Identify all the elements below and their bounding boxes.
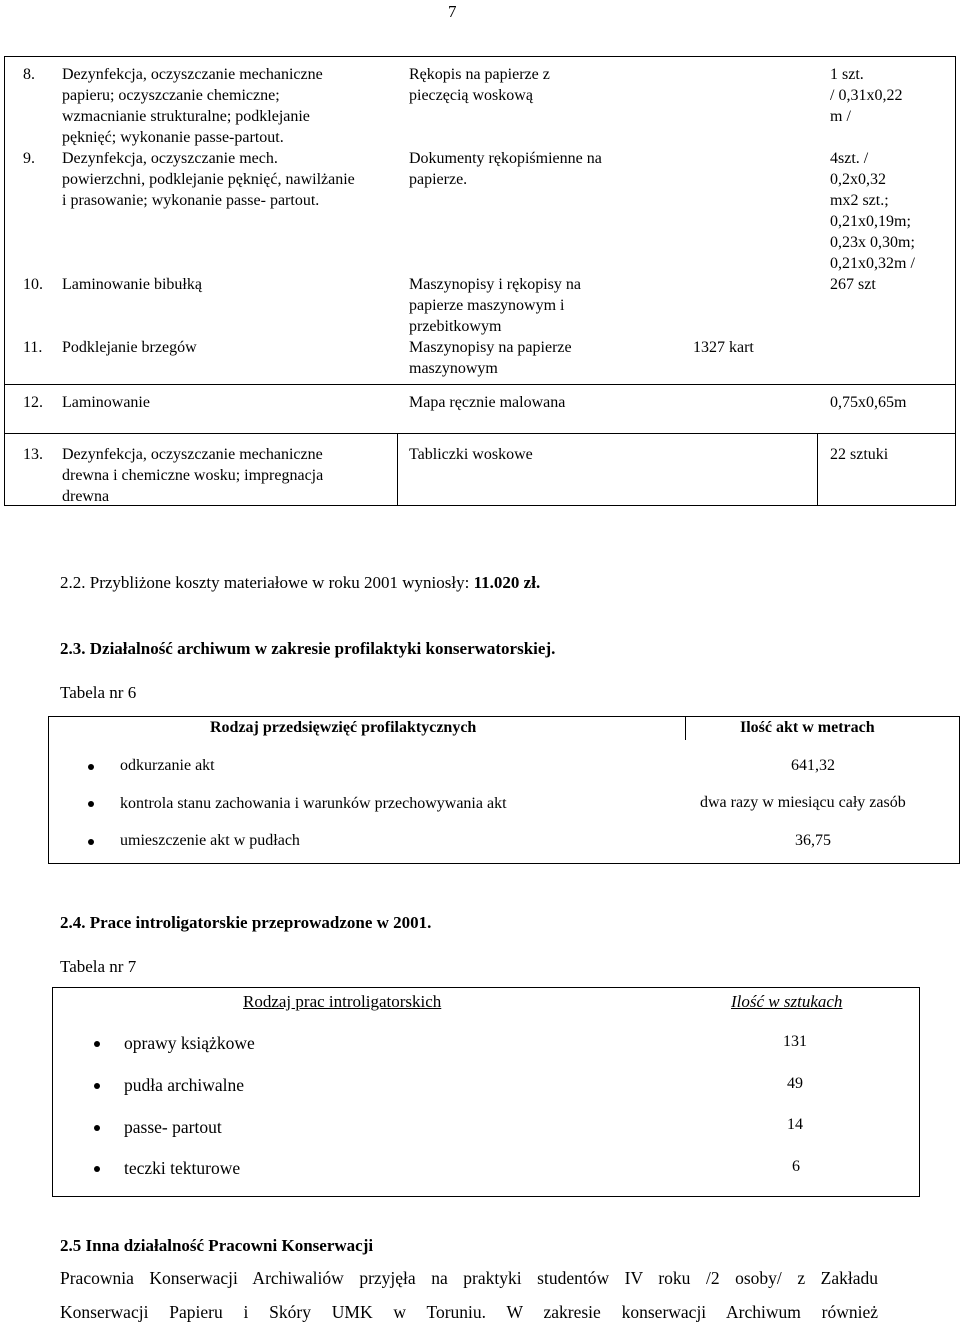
bullet-icon: [94, 1166, 100, 1172]
prophylaxis-value: 36,75: [795, 832, 831, 849]
text-line: papieru; oczyszczanie chemiczne;: [62, 87, 280, 104]
text-line: powierzchni, podklejanie pęknięć, nawilżanie: [62, 171, 355, 188]
bookbinding-item: teczki tekturowe: [124, 1158, 241, 1178]
text-line: 1 szt.: [830, 66, 864, 83]
text-line: Maszynopisy na papierze: [409, 339, 572, 356]
bullet-icon: [94, 1041, 100, 1047]
text-line: 0,23x 0,30m;: [830, 234, 915, 251]
prophylaxis-item: kontrola stanu zachowania i warunków przechowywania akt: [120, 795, 507, 812]
row-number: 13.: [23, 446, 43, 463]
count-value: 1327 kart: [693, 339, 754, 356]
table-header: Ilość w sztukach: [731, 992, 843, 1011]
text-line: / 0,31x0,22: [830, 87, 903, 104]
table-row-divider: [5, 433, 955, 434]
text-line: 267 szt: [830, 276, 876, 293]
bullet-icon: [88, 801, 94, 807]
text-line: 22 sztuki: [830, 446, 889, 463]
material-description: [409, 392, 565, 413]
text-line: maszynowym: [409, 360, 498, 377]
text-line: i prasowanie; wykonanie passe- partout.: [62, 192, 320, 209]
bookbinding-item: passe- partout: [124, 1117, 222, 1137]
table-header: Rodzaj przedsięwzięć profilaktycznych: [210, 719, 477, 736]
row-number: 12.: [23, 394, 43, 411]
text-line: Mapa ręcznie malowana: [409, 394, 566, 411]
paragraph-line: Pracownia Konserwacji Archiwaliów przyjęła na praktyki studentów IV roku /2 osoby/ z Zakładu: [60, 1268, 878, 1288]
work-description: [62, 274, 202, 295]
prophylaxis-value: 641,32: [791, 757, 835, 774]
section-title-bookbinding: 2.4. Prace introligatorskie przeprowadzone w 2001.: [60, 913, 432, 932]
prophylaxis-item: odkurzanie akt: [120, 757, 215, 774]
material-description: [409, 148, 602, 190]
text-line: Dokumenty rękopiśmienne na: [409, 150, 602, 167]
material-description: [409, 337, 572, 379]
text-line: 0,21x0,19m;: [830, 213, 911, 230]
text-line: Dezynfekcja, oczyszczanie mechaniczne: [62, 446, 323, 463]
table-header: Rodzaj prac introligatorskich: [243, 992, 442, 1011]
table-col-divider: [685, 717, 686, 740]
section-costs: [60, 572, 540, 593]
text-line: Podklejanie brzegów: [62, 339, 197, 356]
bullet-icon: [94, 1125, 100, 1131]
bookbinding-value: 131: [783, 1033, 807, 1050]
table-col-divider: [817, 433, 818, 506]
text-line: 0,2x0,32: [830, 171, 886, 188]
text-line: Dezynfekcja, oczyszczanie mech.: [62, 150, 278, 167]
work-description: [62, 64, 323, 148]
prophylaxis-item: umieszczenie akt w pudłach: [120, 832, 300, 849]
text-line: Laminowanie: [62, 394, 150, 411]
bullet-icon: [88, 839, 94, 845]
row-number: 10.: [23, 276, 43, 293]
work-description: [62, 444, 323, 507]
size-value: [830, 444, 888, 465]
size-value: [830, 274, 876, 295]
material-description: [409, 64, 550, 106]
row-number: 11.: [23, 339, 43, 356]
prophylaxis-value: dwa razy w miesiącu cały zasób: [700, 794, 906, 811]
text-line: Rękopis na papierze z: [409, 66, 550, 83]
text-line: 4szt. /: [830, 150, 869, 167]
material-description: [409, 444, 533, 465]
size-value: [830, 148, 915, 274]
text-line: Laminowanie bibułką: [62, 276, 202, 293]
text-line: m /: [830, 108, 851, 125]
section-title-other-activity: 2.5 Inna działalność Pracowni Konserwacji: [60, 1236, 374, 1255]
bookbinding-value: 14: [787, 1116, 803, 1133]
section-title-prophylaxis: 2.3. Działalność archiwum w zakresie profilaktyki konserwatorskiej.: [60, 639, 556, 658]
text-line: pęknięć; wykonanie passe-partout.: [62, 129, 284, 146]
text-line: pieczęcią woskową: [409, 87, 533, 104]
text-line: papierze maszynowym i: [409, 297, 565, 314]
text-line: 0,21x0,32m /: [830, 255, 915, 272]
text-line: Tabliczki woskowe: [409, 446, 533, 463]
costs-amount: 11.020 zł.: [473, 573, 541, 592]
work-description: [62, 392, 150, 413]
bookbinding-value: 49: [787, 1075, 803, 1092]
paragraph-line: Konserwacji Papieru i Skóry UMK w Toruniu. W zakresie konserwacji Archiwum również: [60, 1302, 878, 1322]
work-description: [62, 148, 355, 211]
text-line: 0,75x0,65m: [830, 394, 907, 411]
text-line: przebitkowym: [409, 318, 502, 335]
table-row-divider: [5, 384, 955, 385]
size-value: [830, 64, 902, 127]
bullet-icon: [88, 764, 94, 770]
text-line: mx2 szt.;: [830, 192, 889, 209]
text-line: papierze.: [409, 171, 468, 188]
page-number: 7: [448, 2, 457, 21]
table-col-divider: [397, 433, 398, 506]
size-value: [830, 392, 906, 413]
text-line: Dezynfekcja, oczyszczanie mechaniczne: [62, 66, 323, 83]
costs-text: 2.2. Przybliżone koszty materiałowe w roku 2001 wyniosły:: [60, 573, 474, 592]
text-line: drewna: [62, 488, 110, 505]
table-header: Ilość akt w metrach: [740, 719, 875, 736]
bullet-icon: [94, 1083, 100, 1089]
bookbinding-item: oprawy książkowe: [124, 1033, 255, 1053]
row-number: 9.: [23, 150, 35, 167]
row-number: 8.: [23, 66, 35, 83]
table-label: Tabela nr 7: [60, 957, 137, 976]
text-line: wzmacnianie strukturalne; podklejanie: [62, 108, 310, 125]
bookbinding-value: 6: [792, 1158, 800, 1175]
work-description: [62, 337, 197, 358]
material-description: [409, 274, 581, 337]
bookbinding-item: pudła archiwalne: [124, 1075, 245, 1095]
table-label: Tabela nr 6: [60, 683, 137, 702]
text-line: Maszynopisy i rękopisy na: [409, 276, 581, 293]
text-line: drewna i chemiczne wosku; impregnacja: [62, 467, 324, 484]
